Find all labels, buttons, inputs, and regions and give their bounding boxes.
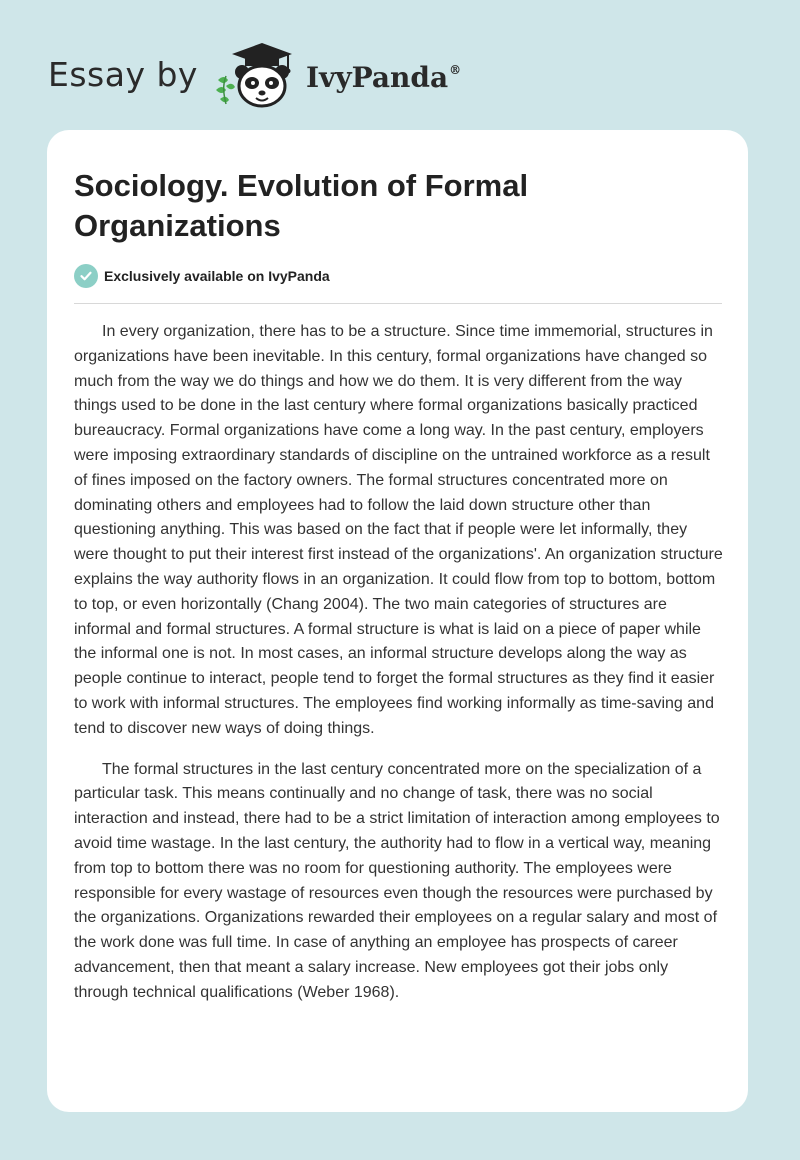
check-icon	[74, 264, 98, 288]
badge-label: Exclusively available on IvyPanda	[104, 268, 330, 284]
site-header	[48, 40, 461, 110]
article-body	[74, 320, 724, 1022]
brand-name[interactable]: IvyPanda®	[305, 60, 462, 94]
article-card	[47, 130, 748, 1112]
exclusive-badge	[74, 264, 330, 288]
registered-mark: ®	[449, 62, 462, 77]
divider	[74, 303, 722, 304]
page-title: Sociology. Evolution of Formal Organizations	[74, 168, 529, 243]
essay-by-label: Essay by	[48, 54, 198, 94]
paragraph: The formal structures in the last century concentrated more on the specialization of a particular task. This means continually and no change of task, there was no social interaction and instead, there had to be a strict limitation of interaction among employees to avoid time wastage. In the last century, the authority had to flow in a vertical way, meaning from top to bottom there was no room for questioning authority. The employees were responsible for every wastage of resources even though the resources were purchased by the organizations. Organizations rewarded their employees on a regular salary and most of the work done was full time. In case of anything an employee has prospects of career advancement, then that meant a salary increase. New employees got their jobs only through technical qualifications (Weber 1968).	[74, 760, 720, 1001]
panda-logo-icon[interactable]	[212, 40, 302, 110]
paragraph: In every organization, there has to be a structure. Since time immemorial, structures in organizations have been inevitable. In this century, formal organizations have changed so much from the way we do things and how we do them. It is very different from the way things used to be done in the last century where formal organizations basically practiced bureaucracy. Formal organizations have come a long way. In the past century, employers were imposing extraordinary standards of discipline on the untrained workforce as a result of fines imposed on the factory owners. The formal structures concentrated more on dominating others and employees had to follow the laid down structure other than questioning anything. This was based on the fact that if people were let informally, they were thought to put their interest first instead of the organizations'. An organization structure explains the way authority flows in an organization. It could flow from top to bottom, bottom to top, or even horizontally (Chang 2004). The two main categories of structures are informal and formal structures. A formal structure is what is laid on a piece of paper while the informal one is not. In most cases, an informal structure develops along the way as people continue to interact, people tend to forget the formal structures as they find it easier to work with informal structures. The employees find working informally as time-saving and tend to discover new ways of doing things.	[74, 323, 723, 737]
